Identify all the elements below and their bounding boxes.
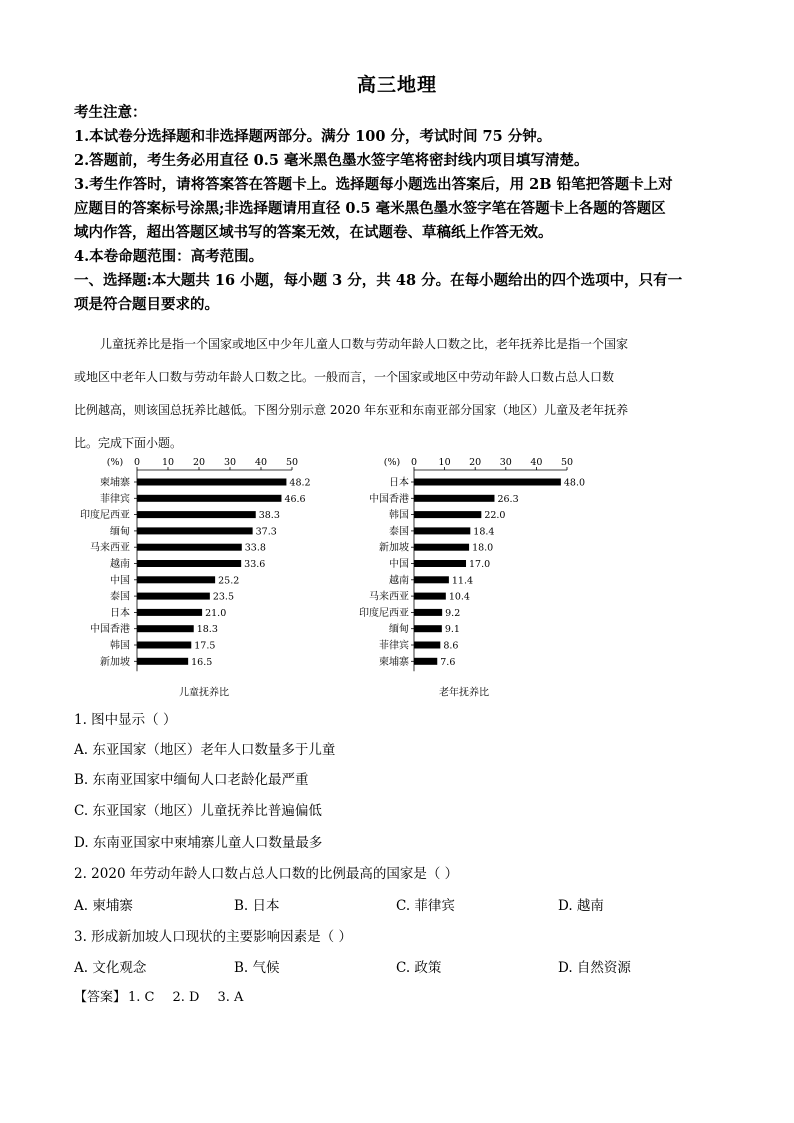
chart-title: 老年抚养比 <box>439 687 489 697</box>
category-label: 缅甸 <box>389 624 409 636</box>
category-label: 泰国 <box>389 526 409 538</box>
data-label: 18.0 <box>472 542 494 554</box>
category-label: 韩国 <box>110 640 130 652</box>
category-label: 印度尼西亚 <box>80 510 130 522</box>
question-1-option-d[interactable]: D. 东南亚国家中柬埔寨儿童人口数量最多 <box>74 835 323 851</box>
data-label: 16.5 <box>191 656 213 668</box>
category-label: 缅甸 <box>110 526 130 538</box>
notice-line: 域内作答，超出答题区域书写的答案无效，在试题卷、草稿纸上作答无效。 <box>74 224 553 241</box>
data-label: 17.5 <box>194 640 216 652</box>
category-label: 菲律宾 <box>379 640 409 652</box>
category-label: 马来西亚 <box>90 542 130 554</box>
data-label: 11.4 <box>451 575 474 587</box>
category-label: 印度尼西亚 <box>359 607 409 619</box>
bar <box>137 576 215 583</box>
reading-passage <box>74 328 724 460</box>
category-label: 中国香港 <box>369 493 409 505</box>
question-1-stem: 1. 图中显示（ ） <box>74 712 177 728</box>
category-label: 新加坡 <box>100 656 130 668</box>
bar <box>137 544 242 551</box>
exam-notice <box>74 101 734 317</box>
section-heading-cont: 项是符合题目要求的。 <box>74 296 219 313</box>
bar <box>414 593 446 600</box>
x-tick-label: 30 <box>499 457 512 468</box>
page-title: 高三地理 <box>356 74 437 96</box>
passage-line: 比例越高，则该国总抚养比越低。下图分别示意 2020 年东亚和东南亚部分国家（地区）儿童及老年抚养 <box>74 403 629 417</box>
question-2-option-b[interactable]: B. 日本 <box>234 898 280 914</box>
bar <box>137 495 281 502</box>
category-label: 菲律宾 <box>100 493 130 505</box>
data-label: 17.0 <box>469 559 491 570</box>
question-3-option-d[interactable]: D. 自然资源 <box>558 960 631 976</box>
chart-title: 儿童抚养比 <box>179 687 229 697</box>
x-tick-label: 40 <box>530 457 543 468</box>
category-label: 中国 <box>389 559 409 570</box>
data-label: 48.0 <box>563 477 586 489</box>
bar <box>137 560 241 567</box>
data-label: 37.3 <box>255 526 277 538</box>
notice-heading: 考生注意： <box>74 104 147 121</box>
notice-line: 应题目的答案标号涂黑;非选择题请用直径 0.5 毫米黑色墨水签字笔在答题卡上各题的答题区 <box>74 200 666 217</box>
data-label: 9.1 <box>444 624 460 636</box>
bar <box>414 576 449 583</box>
data-label: 38.3 <box>258 510 280 522</box>
data-label: 22.0 <box>484 510 506 522</box>
bar <box>137 609 202 616</box>
data-label: 26.3 <box>497 493 519 505</box>
bar <box>137 625 194 632</box>
notice-line: 3.考生作答时，请将答案答在答题卡上。选择题每小题选出答案后，用 2B 铅笔把答题卡上对 <box>74 176 673 193</box>
passage-line: 或地区中老年人口数与劳动年龄人口数之比。一般而言，一个国家或地区中劳动年龄人口数占总人口数 <box>74 370 615 384</box>
question-1-option-b[interactable]: B. 东南亚国家中缅甸人口老龄化最严重 <box>74 772 309 788</box>
x-tick-label: 20 <box>469 457 482 468</box>
category-label: 马来西亚 <box>369 591 409 603</box>
passage-line: 儿童抚养比是指一个国家或地区中少年儿童人口数与劳动年龄人口数之比，老年抚养比是指一个国家 <box>100 337 629 351</box>
x-tick-label: 50 <box>285 457 299 468</box>
bar <box>414 527 470 534</box>
data-label: 46.6 <box>284 493 306 505</box>
child-dependency-chart <box>74 452 344 701</box>
category-label: 日本 <box>110 607 130 619</box>
data-label: 7.6 <box>440 656 456 668</box>
question-1-option-a[interactable]: A. 东亚国家（地区）老年人口数量多于儿童 <box>74 742 336 758</box>
data-label: 33.8 <box>244 542 266 554</box>
bar <box>137 527 253 534</box>
data-label: 18.3 <box>196 624 218 636</box>
question-3-option-c[interactable]: C. 政策 <box>396 960 442 976</box>
axis-unit-label: (%) <box>106 457 124 468</box>
category-label: 新加坡 <box>379 542 409 554</box>
x-tick-label: 0 <box>410 457 418 468</box>
data-label: 9.2 <box>445 607 461 619</box>
category-label: 韩国 <box>389 510 409 522</box>
question-3-option-a[interactable]: A. 文化观念 <box>74 960 147 976</box>
question-2-stem: 2. 2020 年劳动年龄人口数占总人口数的比例最高的国家是（ ） <box>74 866 459 882</box>
data-label: 23.5 <box>212 591 235 603</box>
question-1-option-c[interactable]: C. 东亚国家（地区）儿童抚养比普遍偏低 <box>74 803 322 819</box>
elderly-dependency-chart <box>354 452 604 701</box>
question-2-option-a[interactable]: A. 柬埔寨 <box>74 898 133 914</box>
question-2-option-d[interactable]: D. 越南 <box>558 898 604 914</box>
data-label: 8.6 <box>443 640 459 652</box>
x-tick-label: 30 <box>223 457 237 468</box>
category-label: 越南 <box>110 559 130 570</box>
bar <box>414 658 437 665</box>
x-tick-label: 10 <box>161 457 175 468</box>
bar <box>137 511 256 518</box>
category-label: 越南 <box>389 575 409 587</box>
notice-line: 1.本试卷分选择题和非选择题两部分。满分 100 分，考试时间 75 分钟。 <box>74 128 552 145</box>
data-label: 48.2 <box>289 477 311 489</box>
bar <box>137 479 286 486</box>
answer-label: 【答案】 <box>74 990 127 1005</box>
data-label: 10.4 <box>448 591 470 603</box>
answer-item: 2. D <box>172 990 200 1005</box>
x-tick-label: 20 <box>192 457 206 468</box>
category-label: 日本 <box>389 477 409 489</box>
passage-line: 比。完成下面小题。 <box>74 436 183 450</box>
bar <box>414 495 494 502</box>
data-label: 21.0 <box>205 607 227 619</box>
x-tick-label: 0 <box>133 457 141 468</box>
category-label: 中国香港 <box>90 624 130 636</box>
bar <box>414 511 481 518</box>
x-tick-label: 10 <box>438 457 451 468</box>
answer-key <box>74 986 261 1005</box>
child-dependency-chart-svg <box>74 452 344 697</box>
answer-item: 3. A <box>217 990 244 1005</box>
question-2-option-c[interactable]: C. 菲律宾 <box>396 898 455 914</box>
category-label: 泰国 <box>110 591 130 603</box>
question-3-option-b[interactable]: B. 气候 <box>234 960 280 976</box>
bar <box>414 479 561 486</box>
bar <box>137 593 210 600</box>
category-label: 中国 <box>110 575 130 587</box>
x-tick-label: 50 <box>560 457 574 468</box>
bar <box>137 658 188 665</box>
bar <box>414 544 469 551</box>
bar <box>414 625 442 632</box>
elderly-dependency-chart-svg <box>354 452 604 697</box>
bar <box>414 609 442 616</box>
data-label: 33.6 <box>244 559 266 570</box>
notice-line: 4.本卷命题范围：高考范围。 <box>74 248 264 265</box>
data-label: 18.4 <box>473 526 495 538</box>
bar <box>414 560 466 567</box>
notice-line: 2.答题前，考生务必用直径 0.5 毫米黑色墨水签字笔将密封线内项目填写清楚。 <box>74 152 589 169</box>
category-label: 柬埔寨 <box>100 477 130 489</box>
bar <box>414 642 440 649</box>
section-heading: 一、选择题:本大题共 16 小题，每小题 3 分，共 48 分。在每小题给出的四个选项中，只有一 <box>74 272 683 289</box>
data-label: 25.2 <box>218 575 240 587</box>
bar <box>137 642 191 649</box>
category-label: 柬埔寨 <box>379 656 409 668</box>
question-3-stem: 3. 形成新加坡人口现状的主要影响因素是（ ） <box>74 929 352 945</box>
x-tick-label: 40 <box>254 457 268 468</box>
answer-item: 1. C <box>128 990 155 1005</box>
axis-unit-label: (%) <box>383 457 401 468</box>
